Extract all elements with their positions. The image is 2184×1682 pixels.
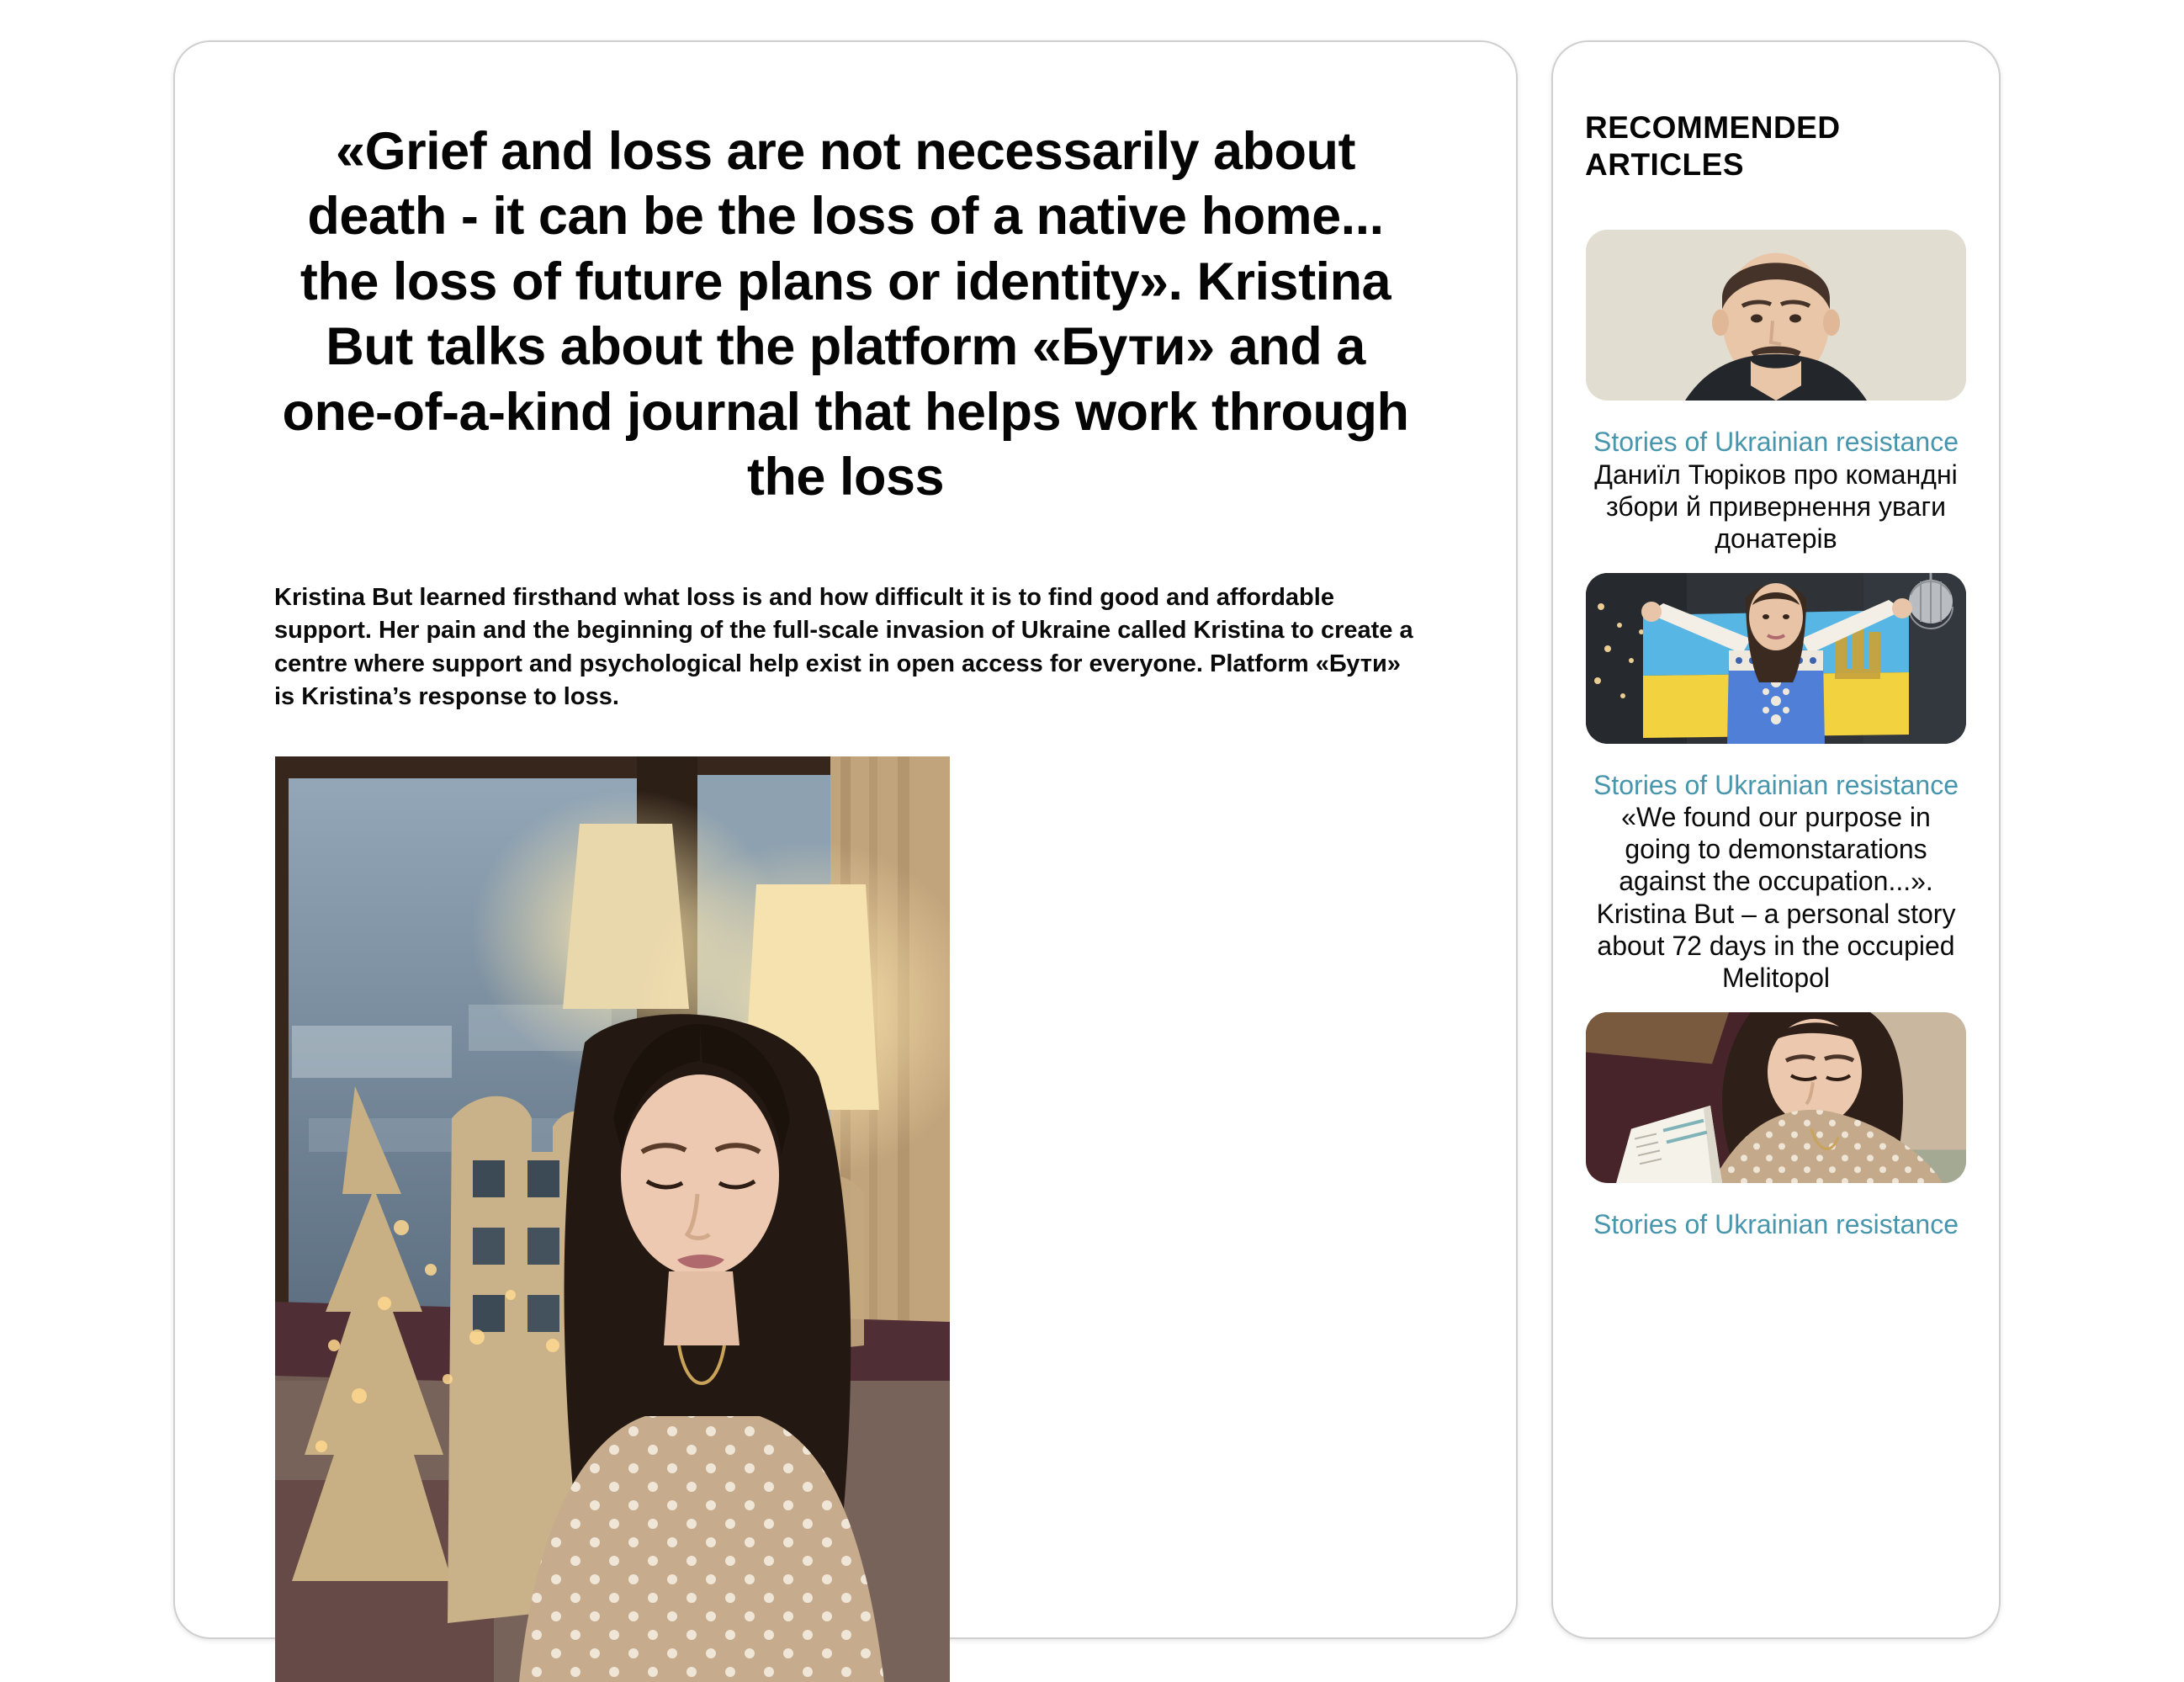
article-photo-woman-reading-by-window	[275, 756, 950, 1682]
recommended-article-2	[1585, 573, 1967, 994]
article-lead: Kristina But learned firsthand what loss is and how difficult it is to find good and affordable support. Her pain and the beginning of the full-scale invasion of Ukraine called Kristina to create a centre where support and psychological help exist in open access for everyone. Platform «Бути» is Kristina’s response to loss.	[274, 583, 1413, 711]
article-title: «Grief and loss are not necessarily about death - it can be the loss of a native home... the loss of future plans or identity». Kristina But talks about the platform «Бути» and a one-of-a-kind journal that helps work through the loss	[282, 122, 1409, 507]
article-card	[173, 40, 1518, 1639]
recommended-article-1	[1585, 230, 1967, 554]
recommended-article-1-thumbnail[interactable]	[1586, 230, 1966, 401]
recommended-article-1-description: Даниїл Тюріков про командні збори й привернення уваги донатерів	[1594, 459, 1958, 554]
recommended-article-2-description: «We found our purpose in going to demonstarations against the occupation...». Kristina But – a personal story about 72 days in the occupied Melitopol	[1596, 802, 1956, 993]
recommended-article-2-category-link[interactable]: Stories of Ukrainian resistance	[1593, 769, 1959, 800]
recommended-article-3-category-link[interactable]: Stories of Ukrainian resistance	[1593, 1208, 1959, 1239]
recommended-heading: RECOMMENDED ARTICLES	[1585, 110, 1841, 182]
recommended-article-1-category-link[interactable]: Stories of Ukrainian resistance	[1593, 427, 1959, 458]
recommended-article-2-thumbnail[interactable]	[1586, 573, 1966, 744]
recommended-article-3	[1585, 1012, 1967, 1240]
recommended-sidebar	[1551, 40, 2001, 1639]
recommended-article-3-thumbnail[interactable]	[1586, 1012, 1966, 1183]
